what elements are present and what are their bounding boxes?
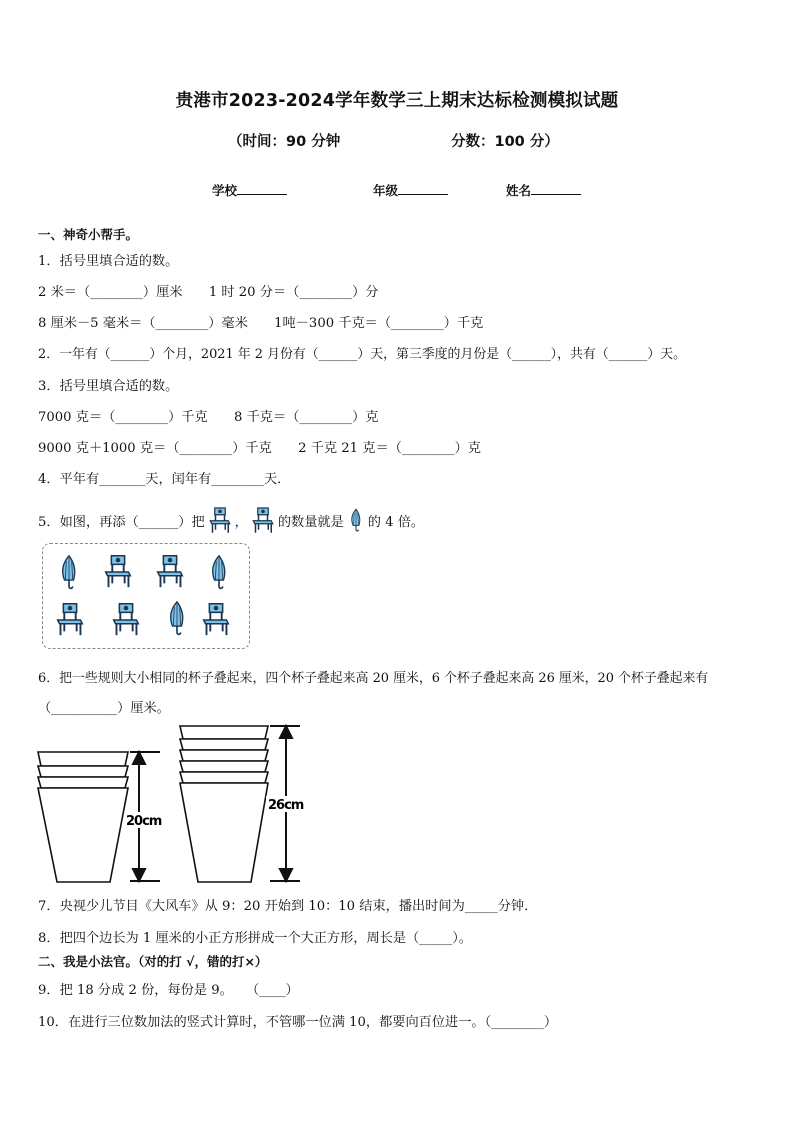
q1-b: 8 厘米－5 毫米＝（________）毫米 1吨－300 千克＝（________）千克 (38, 316, 484, 331)
name-field (506, 181, 581, 199)
q7: 7．央视少儿节目《大风车》从 9：20 开始到 10：10 结束，播出时间为_____分钟． (38, 899, 538, 914)
school-field (212, 181, 287, 199)
stacked-cups-figure (30, 718, 330, 888)
umbrella-icon (344, 505, 368, 535)
q3-b: 9000 克＋1000 克＝（________）千克 2 千克 21 克＝（________）克 (38, 441, 481, 456)
chair-icon (107, 600, 145, 638)
exam-time: （时间：90 分钟 (228, 134, 341, 150)
exam-title: 贵港市2023-2024学年数学三上期末达标检测模拟试题 (175, 91, 619, 111)
q8: 8．把四个边长为 1 厘米的小正方形拼成一个大正方形，周长是（_____）。 (38, 931, 472, 946)
umbrella-icon (201, 552, 237, 592)
q5-text-a: 5．如图，再添（______）把 (38, 515, 205, 530)
umbrella-icon (159, 598, 195, 638)
chair-icon (99, 552, 137, 590)
q10: 10．在进行三位数加法的竖式计算时，不管哪一位满 10，都要向百位进一。（________） (38, 1015, 558, 1030)
name-blank[interactable] (531, 182, 581, 195)
q2: 2．一年有（______）个月，2021 年 2 月份有（______）天，第三季度的月份是（______），共有（______）天。 (38, 347, 687, 362)
chair-icon (205, 505, 235, 535)
q5-line (38, 505, 424, 535)
chair-icon (248, 505, 278, 535)
q4: 4．平年有_______天，闰年有________天． (38, 472, 291, 487)
q1-stem: 1．括号里填合适的数。 (38, 254, 179, 269)
chair-icon (51, 600, 89, 638)
q6-a: 6．把一些规则大小相同的杯子叠起来，四个杯子叠起来高 20 厘米，6 个杯子叠起来高 26 厘米，20 个杯子叠起来有 (38, 671, 709, 686)
q3-a: 7000 克＝（________）千克 8 千克＝（________）克 (38, 410, 379, 425)
umbrella-icon (51, 552, 87, 592)
cup-stack-4 (38, 752, 128, 882)
chair-icon (197, 600, 235, 638)
grade-blank[interactable] (398, 182, 448, 195)
q6-b: （__________）厘米。 (38, 701, 170, 716)
school-label: 学校 (212, 183, 238, 198)
grade-field (373, 181, 448, 199)
grade-label: 年级 (373, 183, 399, 198)
q5-text-d: 的 4 倍。 (367, 515, 425, 530)
school-blank[interactable] (237, 182, 287, 195)
section-1-heading: 一、神奇小帮手。 (38, 227, 139, 242)
exam-score: 分数：100 分） (451, 134, 559, 150)
cup-label-26: 26cm (268, 798, 304, 813)
chair-icon (151, 552, 189, 590)
q3-stem: 3．括号里填合适的数。 (38, 379, 179, 394)
name-label: 姓名 (506, 183, 532, 198)
q5-figure-box (42, 543, 250, 649)
q5-text-b: ， (234, 515, 248, 530)
cup-label-20: 20cm (126, 814, 162, 829)
q5-text-c: 的数量就是 (277, 515, 344, 530)
cup-stack-6 (180, 726, 268, 882)
q9: 9．把 18 分成 2 份，每份是 9。 （____） (38, 983, 299, 998)
section-2-heading: 二、我是小法官。（对的打 √，错的打×） (38, 954, 268, 969)
q1-a: 2 米＝（________）厘米 1 时 20 分＝（________）分 (38, 285, 379, 300)
